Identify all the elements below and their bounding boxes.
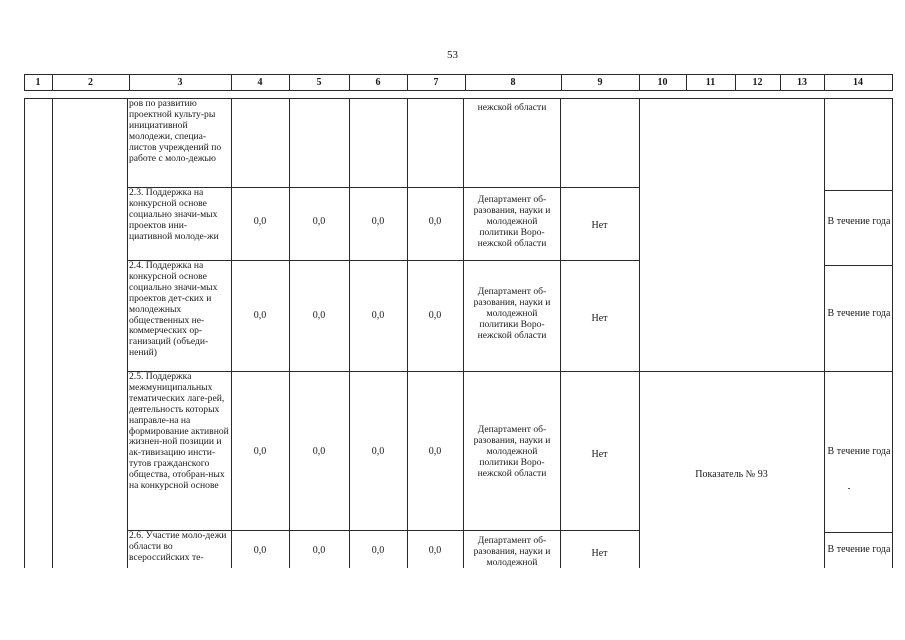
col-border: [824, 98, 825, 568]
measure-description: 2.4. Поддержка на конкурсной основе социально значи-мых проектов дет-ских и молодежных общественных не-коммерческих ор-ганизаций (объеди-нений): [129, 260, 218, 359]
funding-value: 0,0: [371, 446, 385, 457]
coordination-flag: Нет: [591, 313, 608, 324]
funding-value: 0,0: [371, 545, 385, 556]
coordination-flag: Нет: [591, 548, 608, 559]
header-cell: 7: [433, 77, 439, 88]
funding-value: 0,0: [312, 446, 326, 457]
scan-speck: [848, 488, 850, 489]
measure-description: 2.6. Участие моло-дежи области во всероссийских те-: [129, 530, 227, 563]
coordination-flag: Нет: [591, 220, 608, 231]
responsible-executor: Департамент об-разования, науки и молодежной политики Воро-нежской области: [473, 424, 551, 479]
page-number: 53: [447, 49, 458, 61]
funding-value: 0,0: [312, 310, 326, 321]
row-separator: [824, 532, 893, 533]
responsible-executor: нежской области: [477, 102, 547, 113]
funding-value: 0,0: [428, 216, 442, 227]
col-border: [349, 98, 350, 568]
funding-value: 0,0: [371, 216, 385, 227]
header-cell: 4: [257, 77, 263, 88]
execution-period: В течение года: [827, 308, 891, 319]
col-border: [231, 98, 232, 568]
responsible-executor: Департамент об-разования, науки и молодежной политики Воро-нежской области: [473, 194, 551, 249]
header-cell: 14: [853, 77, 863, 88]
col-border: [24, 98, 25, 568]
header-cell: 9: [597, 77, 603, 88]
header-cell: 6: [375, 77, 381, 88]
funding-value: 0,0: [428, 310, 442, 321]
row-separator: [824, 190, 893, 191]
row-separator: [824, 265, 893, 266]
responsible-executor: Департамент об-разования, науки и молодежной политики Воро-нежской области: [473, 286, 551, 341]
funding-value: 0,0: [428, 446, 442, 457]
header-cell: 1: [35, 77, 41, 88]
funding-value: 0,0: [253, 310, 267, 321]
execution-period: В течение года: [827, 446, 891, 457]
indicator-reference: Показатель № 93: [695, 469, 768, 480]
funding-value: 0,0: [371, 310, 385, 321]
funding-value: 0,0: [312, 545, 326, 556]
measure-description: 2.5. Поддержка межмуниципальных тематических лаге-рей, деятельность которых направле-на на формирование активной жизнен-ной позиции и ак-тивизацию инсти-тутов гражданского общества, отобран-ных на конкурсной основе: [129, 371, 229, 492]
funding-value: 0,0: [253, 545, 267, 556]
execution-period: В течение года: [827, 544, 891, 555]
funding-value: 0,0: [312, 216, 326, 227]
measure-description: ров по развитию проектной культу-ры инициативной молодежи, специа-листов учреждений по работе с моло-дежью: [129, 98, 222, 164]
col-border: [892, 98, 893, 568]
header-cell: 2: [88, 77, 93, 88]
row-separator: [127, 371, 893, 372]
col-border: [52, 98, 53, 568]
funding-value: 0,0: [428, 545, 442, 556]
header-cell: 13: [797, 77, 807, 88]
measure-description: 2.3. Поддержка на конкурсной основе социально значи-мых проектов ини-циативной молоде-жи: [129, 187, 219, 242]
responsible-executor: Департамент об-разования, науки и молодежной: [473, 535, 551, 568]
col-border: [892, 74, 893, 91]
header-cell: 3: [177, 77, 183, 88]
header-cell: 5: [316, 77, 322, 88]
execution-period: В течение года: [827, 216, 891, 227]
header-cell: 12: [752, 77, 763, 88]
header-cell: 10: [657, 77, 668, 88]
funding-value: 0,0: [253, 446, 267, 457]
col-border: [560, 98, 561, 568]
col-border: [463, 98, 464, 568]
header-cell: 11: [705, 77, 716, 88]
col-border: [289, 98, 290, 568]
coordination-flag: Нет: [591, 449, 608, 460]
header-cell: 8: [510, 77, 516, 88]
col-border: [407, 98, 408, 568]
col-border: [639, 98, 640, 568]
col-border: [127, 98, 128, 568]
funding-value: 0,0: [253, 216, 267, 227]
